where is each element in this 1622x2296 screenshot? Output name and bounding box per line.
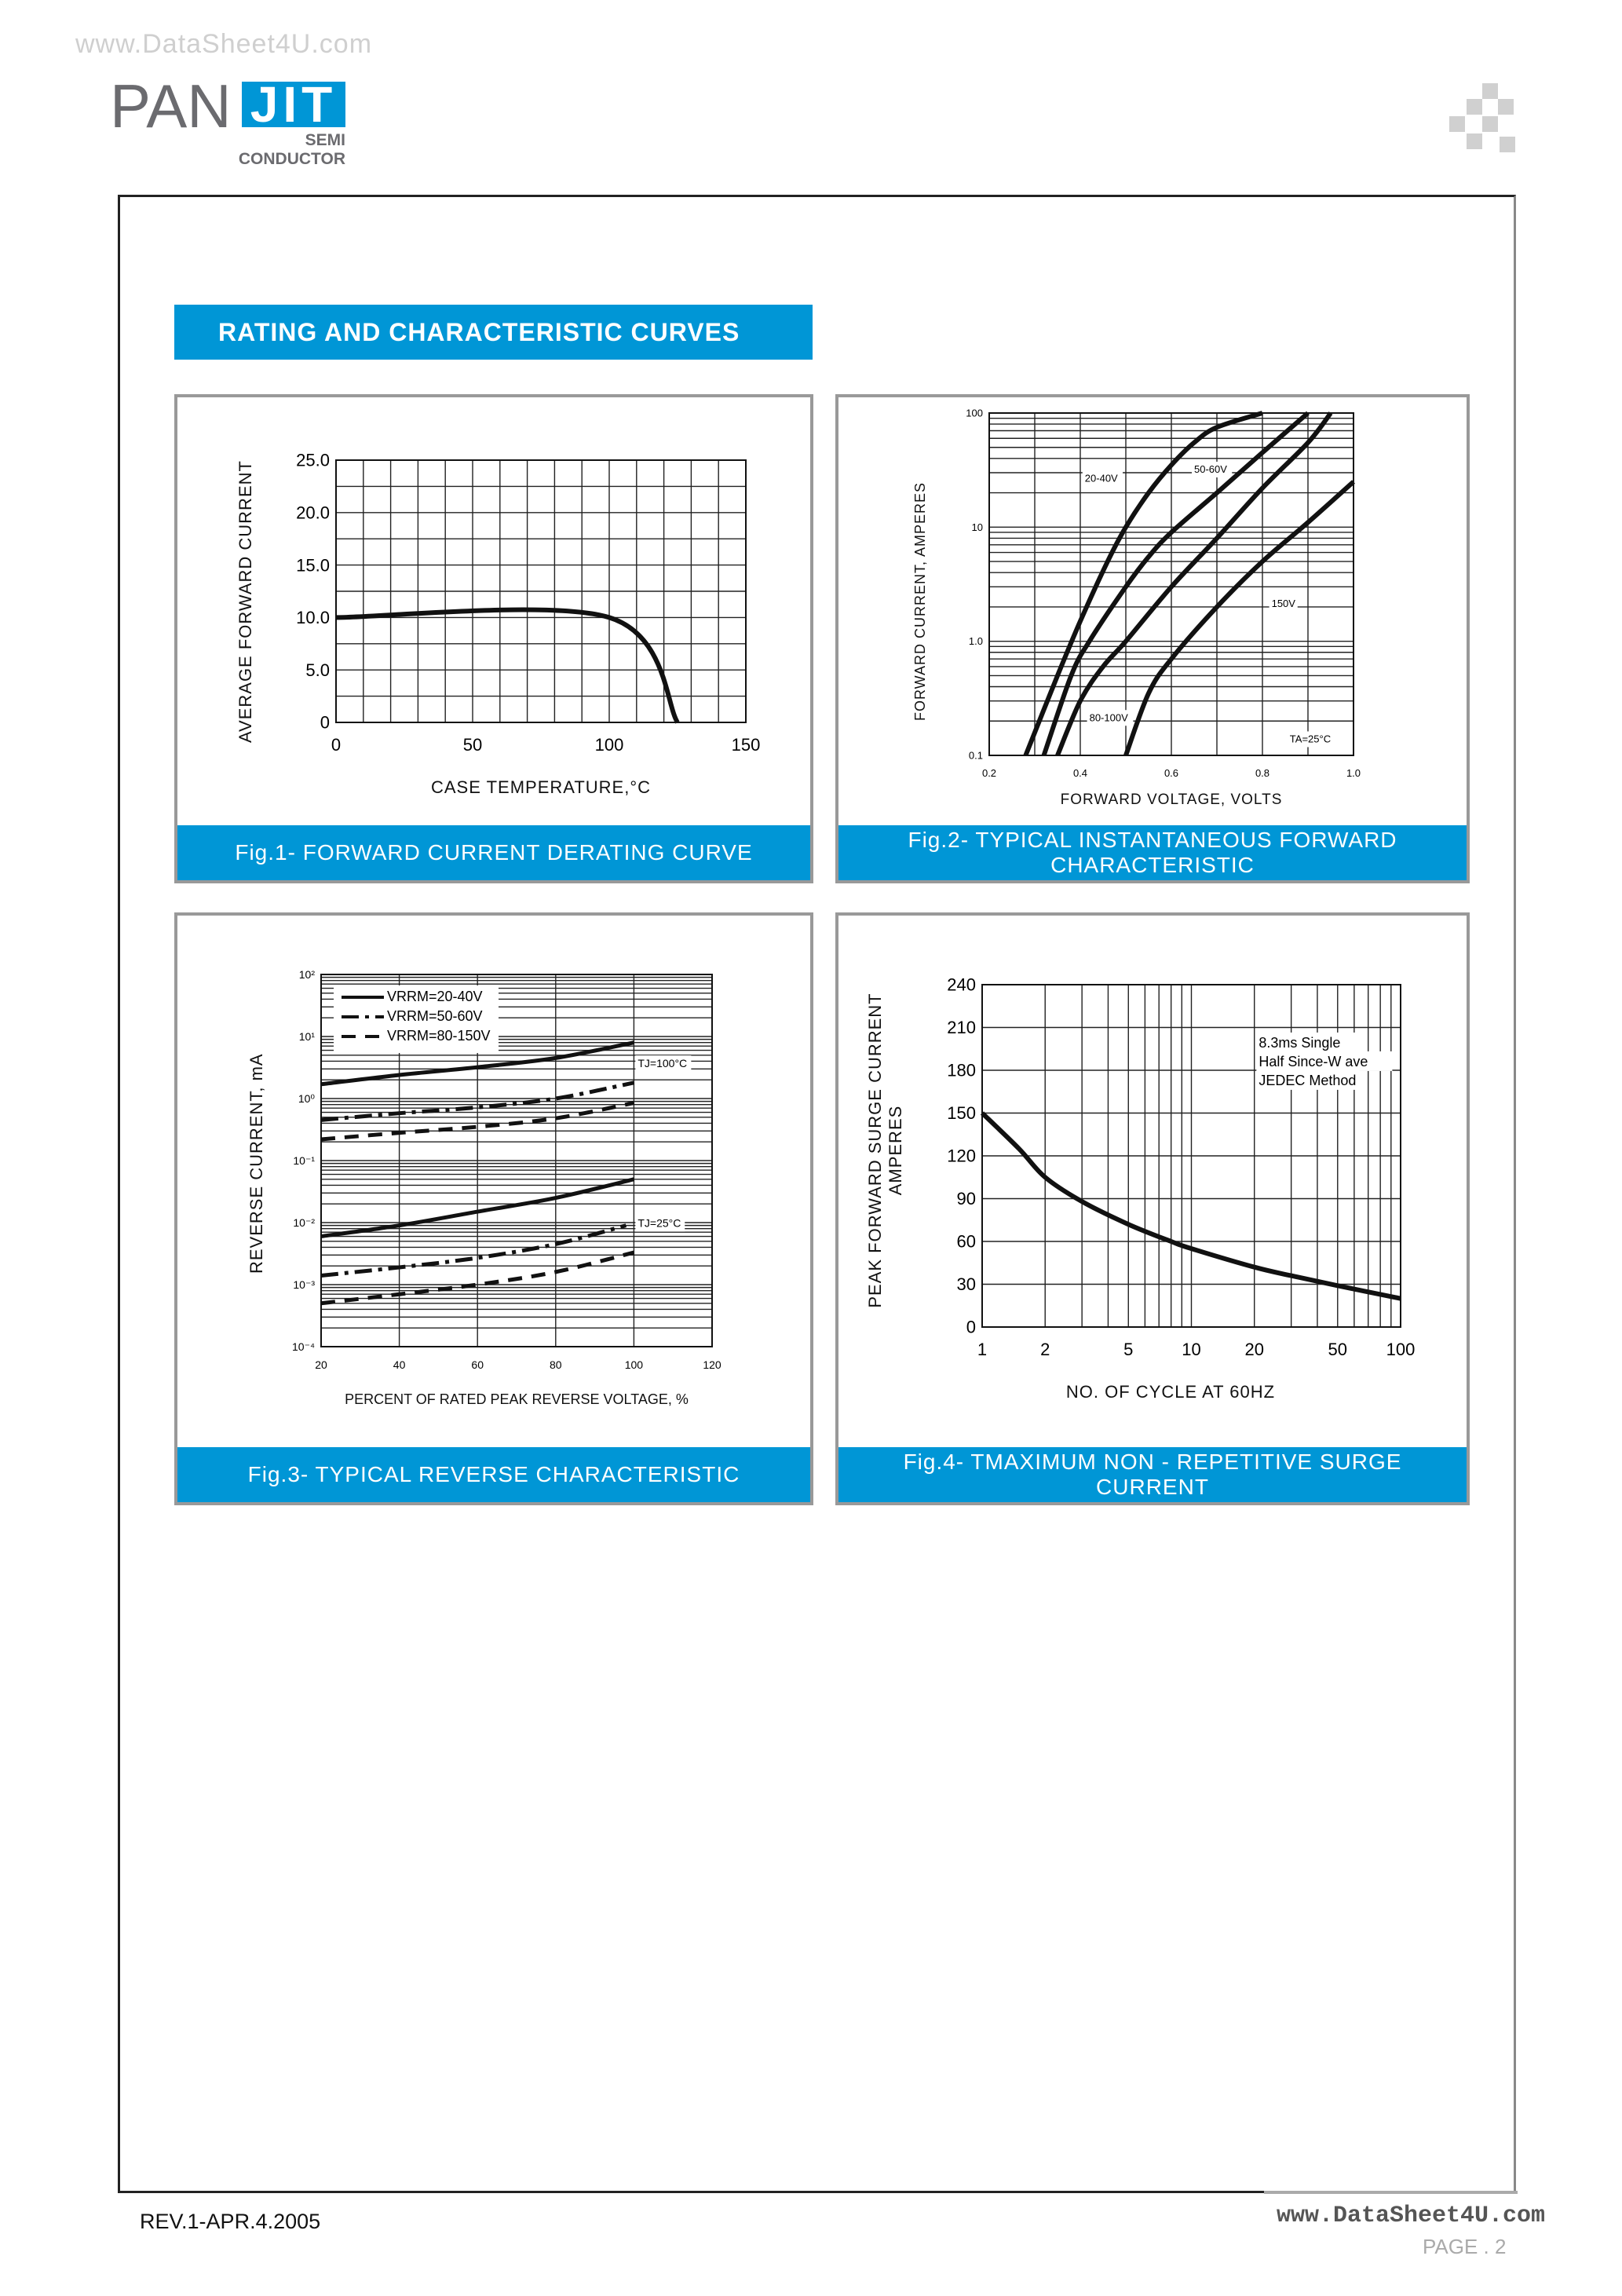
logo-subtitle (236, 131, 345, 169)
annotation-label: 20-40V (1084, 472, 1118, 484)
caption-line: CHARACTERISTIC (1050, 853, 1255, 877)
fig1-chart (296, 450, 761, 755)
annotation-label: TJ=100°C (637, 1057, 688, 1070)
legend (334, 985, 499, 1053)
y-tick-label: 10⁻² (293, 1216, 315, 1229)
fig3-ylabel: REVERSE CURRENT, mA (247, 1053, 266, 1274)
fig4-ylabel-line2: AMPERES (886, 1105, 905, 1196)
y-tick-label: 210 (947, 1018, 976, 1038)
x-tick-label: 100 (594, 735, 624, 755)
x-tick-label: 20 (315, 1358, 327, 1371)
section-title: RATING AND CHARACTERISTIC CURVES (174, 305, 813, 360)
y-tick-label: 10 (971, 521, 983, 533)
y-tick-label: 60 (956, 1231, 976, 1252)
y-tick-label: 10.0 (296, 608, 330, 628)
y-tick-label: 150 (947, 1103, 976, 1124)
legend-label: VRRM=50-60V (387, 1008, 483, 1024)
fig4-ylabel (865, 989, 906, 1311)
x-tick-label: 120 (703, 1358, 721, 1371)
x-tick-label: 0.8 (1255, 767, 1270, 779)
y-tick-label: 10⁻¹ (293, 1153, 315, 1167)
y-tick-label: 20.0 (296, 503, 330, 523)
frame-shadow (1264, 2191, 1518, 2194)
y-tick-label: 100 (966, 407, 983, 419)
annotation-backgrounds (1083, 462, 1334, 747)
x-tick-label: 80 (550, 1358, 562, 1371)
y-tick-label: 10⁰ (298, 1091, 315, 1105)
y-tick-label: 10⁻⁴ (292, 1340, 315, 1353)
fig1-ylabel: AVERAGE FORWARD CURRENT (236, 460, 255, 743)
series-line-150V (1126, 481, 1353, 755)
caption-line: Fig.3- TYPICAL REVERSE CHARACTERISTIC (247, 1462, 740, 1486)
x-tick-label: 1 (977, 1340, 988, 1359)
x-tick-label: 60 (471, 1358, 484, 1371)
annotation-label: 8.3ms Single (1259, 1034, 1341, 1051)
y-tick-label: 90 (956, 1189, 976, 1209)
y-tick-label: 240 (947, 974, 976, 995)
logo-jit: JIT (242, 82, 345, 127)
x-tick-label: 100 (624, 1358, 644, 1371)
logo-pan: PAN (110, 71, 232, 141)
legend-label: VRRM=20-40V (387, 989, 483, 1004)
watermark-top: www.DataSheet4U.com (75, 29, 373, 59)
annotation-backgrounds (635, 1055, 691, 1231)
y-tick-label: 5.0 (305, 660, 330, 680)
x-tick-label: 2 (1040, 1340, 1050, 1359)
x-tick-label: 0.4 (1072, 767, 1088, 779)
caption-line: Fig.2- TYPICAL INSTANTANEOUS FORWARD (908, 828, 1397, 852)
x-tick-label: 10 (1182, 1340, 1201, 1359)
x-tick-label: 40 (393, 1358, 406, 1371)
annotation-label: Half Since-W ave (1259, 1053, 1368, 1069)
revision-label: REV.1-APR.4.2005 (140, 2210, 321, 2233)
x-tick-label: 0 (331, 735, 342, 755)
annotation-label: TJ=25°C (637, 1216, 681, 1230)
page-number: PAGE . 2 (1423, 2235, 1507, 2258)
annotation-labels (1085, 463, 1331, 744)
y-tick-label: 0.1 (968, 749, 983, 762)
caption-line: CURRENT (1096, 1475, 1209, 1499)
annotation-label: 80-100V (1089, 711, 1128, 724)
x-tick-label: 20 (1244, 1340, 1264, 1359)
x-tick-label: 5 (1123, 1340, 1134, 1359)
x-tick-label: 50 (462, 735, 483, 755)
fig1-xlabel: CASE TEMPERATURE,°C (430, 777, 652, 797)
x-tick-label: 0.2 (981, 767, 997, 779)
x-tick-label: 150 (731, 735, 761, 755)
fig2-ylabel: FORWARD CURRENT, AMPERES (912, 481, 928, 721)
y-tick-label: 180 (947, 1060, 976, 1080)
y-tick-label: 15.0 (296, 555, 330, 576)
y-tick-label: 0 (320, 712, 330, 733)
logo-conductor: CONDUCTOR (238, 150, 345, 168)
figure-1-caption (177, 825, 810, 880)
legend-label: VRRM=80-150V (387, 1028, 491, 1044)
y-tick-label: 30 (956, 1274, 976, 1295)
series-line-derating (336, 610, 678, 722)
annotation-label: 50-60V (1194, 462, 1227, 475)
y-tick-label: 0 (966, 1317, 976, 1337)
annotation-label: JEDEC Method (1259, 1072, 1357, 1088)
grid (336, 460, 746, 722)
fig2-chart (966, 407, 1361, 779)
y-tick-label: 1.0 (968, 635, 983, 648)
fig4-xlabel: NO. OF CYCLE AT 60HZ (1065, 1382, 1276, 1402)
figure-2-caption (838, 825, 1467, 880)
x-tick-label: 100 (1386, 1340, 1416, 1359)
x-tick-label: 0.6 (1164, 767, 1179, 779)
fig3-xlabel: PERCENT OF RATED PEAK REVERSE VOLTAGE, % (345, 1391, 689, 1407)
caption-line: Fig.1- FORWARD CURRENT DERATING CURVE (235, 840, 753, 865)
caption-line: Fig.4- TMAXIMUM NON - REPETITIVE SURGE (903, 1450, 1402, 1474)
fig4-ylabel-line1: PEAK FORWARD SURGE CURRENT (865, 993, 885, 1308)
y-tick-label: 25.0 (296, 450, 330, 470)
y-tick-label: 10¹ (298, 1029, 315, 1043)
annotation-label: 150V (1271, 597, 1295, 609)
logo-semi: SEMI (305, 131, 345, 149)
x-tick-label: 50 (1328, 1340, 1348, 1359)
annotation-label: TA=25°C (1289, 733, 1332, 745)
fig3-chart (292, 967, 721, 1371)
x-tick-label: 1.0 (1346, 767, 1361, 779)
fig4-chart (947, 974, 1416, 1359)
watermark-bottom: www.DataSheet4U.com (1277, 2203, 1546, 2229)
figure-3-caption (177, 1447, 810, 1502)
figure-4-caption (838, 1447, 1467, 1502)
fig2-xlabel: FORWARD VOLTAGE, VOLTS (1060, 792, 1283, 808)
y-tick-label: 120 (947, 1146, 976, 1166)
y-tick-label: 10⁻³ (293, 1278, 315, 1291)
y-tick-label: 10² (298, 967, 315, 981)
